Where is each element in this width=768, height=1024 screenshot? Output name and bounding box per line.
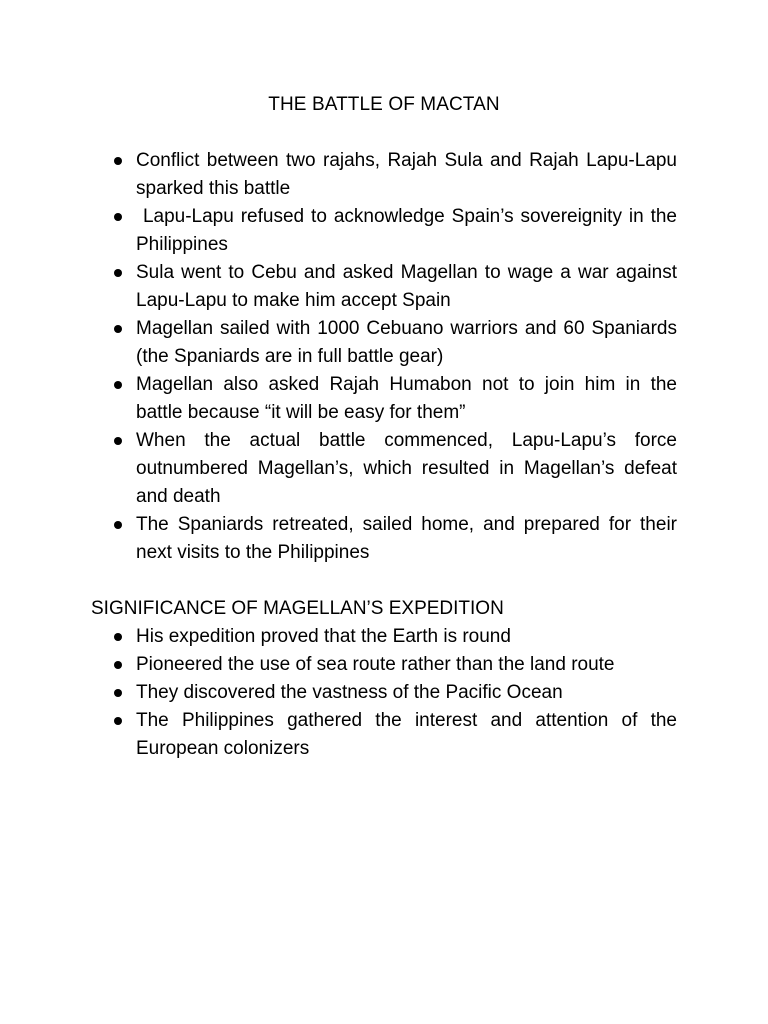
list-item (136, 203, 683, 259)
list-item-text: The Spaniards retreated, sailed home, and prepared for their next visits to the Philippines (136, 514, 677, 563)
battle-points-list (136, 147, 683, 567)
bullet-icon (114, 157, 122, 165)
bullet-icon (114, 717, 122, 725)
list-item (136, 259, 677, 315)
list-item-text: Magellan also asked Rajah Humabon not to join him in the battle because “it will be easy for them” (136, 374, 677, 423)
list-item-text: Magellan sailed with 1000 Cebuano warriors and 60 Spaniards (the Spaniards are in full battle gear) (136, 318, 677, 367)
significance-heading: SIGNIFICANCE OF MAGELLAN’S EXPEDITION (91, 598, 504, 619)
list-item (136, 371, 677, 427)
significance-points-list (136, 623, 677, 763)
list-item (136, 707, 677, 763)
bullet-icon (114, 521, 122, 529)
document-title: THE BATTLE OF MACTAN (268, 94, 500, 115)
list-item (136, 511, 677, 567)
list-item (136, 315, 677, 371)
list-item (136, 679, 677, 707)
list-item (136, 623, 677, 651)
bullet-icon (114, 269, 122, 277)
bullet-icon (114, 325, 122, 333)
list-item-text: Pioneered the use of sea route rather than the land route (136, 654, 615, 675)
bullet-icon (114, 213, 122, 221)
list-item-text: The Philippines gathered the interest and attention of the European colonizers (136, 710, 677, 759)
list-item (136, 427, 677, 511)
bullet-icon (114, 437, 122, 445)
list-item (136, 147, 677, 203)
list-item-text: His expedition proved that the Earth is round (136, 626, 511, 647)
list-item-text: Lapu-Lapu refused to acknowledge Spain’s sovereignity in the Philippines (136, 206, 683, 255)
list-item-text: They discovered the vastness of the Pacific Ocean (136, 682, 563, 703)
list-item-text: Conflict between two rajahs, Rajah Sula and Rajah Lapu-Lapu sparked this battle (136, 150, 677, 199)
list-item-text: Sula went to Cebu and asked Magellan to wage a war against Lapu-Lapu to make him accept Spain (136, 262, 677, 311)
list-item (136, 651, 677, 679)
bullet-icon (114, 661, 122, 669)
bullet-icon (114, 689, 122, 697)
bullet-icon (114, 381, 122, 389)
bullet-icon (114, 633, 122, 641)
list-item-text: When the actual battle commenced, Lapu-Lapu’s force outnumbered Magellan’s, which resulted in Magellan’s defeat and death (136, 430, 677, 507)
